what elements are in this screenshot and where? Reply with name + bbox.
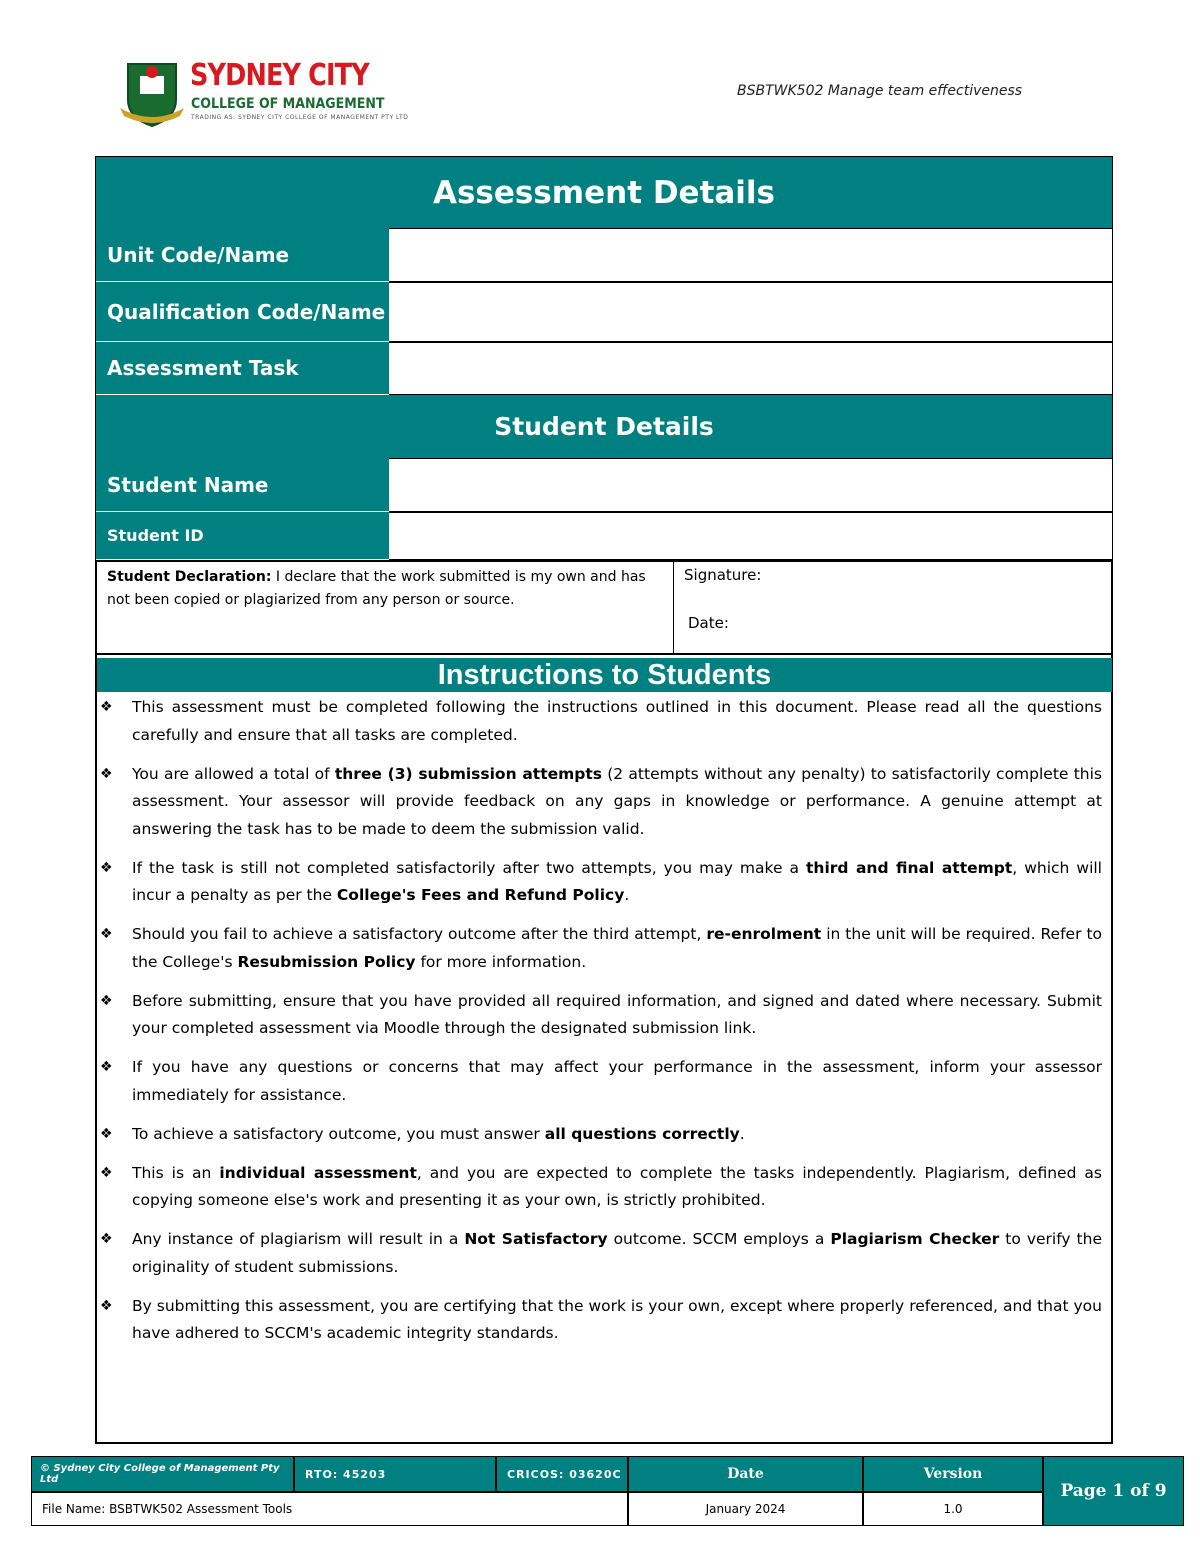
unit-code-label: Unit Code/Name bbox=[96, 228, 389, 282]
footer-version-value: 1.0 bbox=[863, 1492, 1043, 1526]
assessment-task-field[interactable] bbox=[389, 342, 1112, 395]
declaration-divider bbox=[673, 560, 674, 655]
diamond-bullet-icon: ❖ bbox=[100, 1125, 113, 1142]
signature-label[interactable]: Signature: bbox=[684, 566, 762, 584]
instruction-segment: Any instance of plagiarism will result in a bbox=[132, 1230, 465, 1248]
footer-rto: RTO: 45203 bbox=[294, 1456, 496, 1492]
instruction-emphasis: individual assessment bbox=[219, 1163, 417, 1182]
diamond-bullet-icon: ❖ bbox=[100, 1231, 113, 1247]
instruction-emphasis: College's Fees and Refund Policy bbox=[336, 886, 625, 904]
diamond-bullet-icon: ❖ bbox=[100, 699, 113, 715]
diamond-bullet-icon: ❖ bbox=[100, 859, 113, 876]
instruction-item bbox=[100, 1160, 1102, 1215]
instruction-segment: . bbox=[624, 886, 630, 904]
assessment-task-label: Assessment Task bbox=[96, 342, 389, 395]
logo-title: SYDNEY CITY bbox=[190, 58, 369, 93]
assessment-details-title: Assessment Details bbox=[96, 157, 1112, 228]
declaration-label: Student Declaration: bbox=[107, 569, 272, 585]
footer-version-header: Version bbox=[863, 1456, 1043, 1492]
student-id-label: Student ID bbox=[96, 512, 389, 560]
instruction-item bbox=[100, 921, 1102, 976]
instruction-text bbox=[132, 1121, 1102, 1149]
student-name-label: Student Name bbox=[96, 458, 389, 512]
instruction-emphasis: Not Satisfactory bbox=[464, 1230, 608, 1248]
instruction-segment: for more information. bbox=[415, 952, 587, 971]
instruction-item bbox=[100, 1054, 1102, 1109]
instruction-text bbox=[132, 921, 1102, 976]
footer-cricos: CRICOS: 03620C bbox=[496, 1456, 628, 1492]
instruction-emphasis: third and final attempt bbox=[806, 858, 1013, 877]
page-footer bbox=[31, 1456, 1184, 1526]
unit-code-field[interactable] bbox=[389, 228, 1112, 282]
student-details-title: Student Details bbox=[96, 395, 1112, 458]
instruction-item bbox=[100, 694, 1102, 749]
instruction-item bbox=[100, 1121, 1102, 1149]
qualification-code-field[interactable] bbox=[389, 282, 1112, 342]
footer-page-number: Page 1 of 9 bbox=[1043, 1456, 1184, 1526]
diamond-bullet-icon: ❖ bbox=[100, 1164, 113, 1181]
instruction-segment: in the unit will be required. Refer to the College's bbox=[132, 925, 1102, 971]
instruction-text bbox=[132, 1160, 1102, 1215]
student-name-field[interactable] bbox=[389, 458, 1112, 512]
instruction-item bbox=[100, 988, 1102, 1043]
footer-file-name: File Name: BSBTWK502 Assessment Tools bbox=[31, 1492, 628, 1526]
diamond-bullet-icon: ❖ bbox=[100, 765, 113, 782]
instruction-text bbox=[132, 761, 1102, 844]
instruction-segment: to verify the originality of student submissions. bbox=[132, 1230, 1102, 1276]
diamond-bullet-icon: ❖ bbox=[100, 992, 113, 1009]
instruction-item bbox=[100, 1226, 1102, 1281]
instruction-text bbox=[132, 855, 1102, 910]
instruction-segment: To achieve a satisfactory outcome, you must answer bbox=[132, 1124, 545, 1143]
instruction-emphasis: re-enrolment bbox=[706, 925, 822, 943]
instructions-title: Instructions to Students bbox=[97, 658, 1112, 692]
logo-subtitle: COLLEGE OF MANAGEMENT bbox=[191, 96, 385, 112]
declaration-body: I declare that the work submitted is my own and has not been copied or plagiarized from any person or source. bbox=[107, 569, 646, 608]
instruction-item bbox=[100, 761, 1102, 844]
footer-date-value: January 2024 bbox=[628, 1492, 863, 1526]
instruction-segment: (2 attempts without any penalty) to satisfactorily complete this assessment. Your assessor will provide feedback on any gaps in knowledge or performance. A genuine attempt at answering the task has to be made to deem the submission valid. bbox=[132, 764, 1102, 838]
crest-icon bbox=[118, 60, 186, 128]
instruction-emphasis: Resubmission Policy bbox=[237, 952, 416, 971]
student-id-field[interactable] bbox=[389, 512, 1112, 560]
qualification-code-label: Qualification Code/Name bbox=[96, 282, 389, 342]
instruction-text bbox=[132, 694, 1102, 749]
diamond-bullet-icon: ❖ bbox=[100, 926, 113, 942]
instruction-segment: , which will incur a penalty as per the bbox=[132, 858, 1102, 904]
instruction-text bbox=[132, 1293, 1102, 1348]
diamond-bullet-icon: ❖ bbox=[100, 1059, 113, 1075]
instruction-emphasis: Plagiarism Checker bbox=[830, 1230, 1000, 1248]
instruction-segment: Before submitting, ensure that you have provided all required information, and signed and dated where necessary. Submit your completed assessment via Moodle through the designated submission link. bbox=[132, 991, 1102, 1037]
diamond-bullet-icon: ❖ bbox=[100, 1297, 113, 1314]
instruction-segment: If you have any questions or concerns that may affect your performance in the assessment, inform your assessor immediately for assistance. bbox=[132, 1058, 1102, 1104]
instruction-segment: If the task is still not completed satisfactorily after two attempts, you may make a bbox=[132, 858, 806, 877]
instruction-text bbox=[132, 1226, 1102, 1281]
instruction-segment: You are allowed a total of bbox=[132, 764, 335, 783]
date-label[interactable]: Date: bbox=[688, 614, 729, 632]
instruction-segment: This is an bbox=[132, 1163, 220, 1182]
instruction-segment: outcome. SCCM employs a bbox=[607, 1230, 831, 1248]
declaration-text bbox=[107, 566, 667, 612]
instruction-emphasis: three (3) submission attempts bbox=[334, 764, 602, 783]
footer-copyright: © Sydney City College of Management Pty Ltd bbox=[31, 1456, 294, 1492]
instruction-segment: . bbox=[739, 1124, 745, 1143]
instruction-text bbox=[132, 1054, 1102, 1109]
header-unit-title: BSBTWK502 Manage team effectiveness bbox=[737, 83, 1023, 99]
instruction-segment: This assessment must be completed following the instructions outlined in this document. Please read all the questions carefully and ensure that all tasks are completed. bbox=[132, 698, 1102, 744]
instruction-segment: By submitting this assessment, you are certifying that the work is your own, except where properly referenced, and that you have adhered to SCCM's academic integrity standards. bbox=[132, 1296, 1102, 1342]
instruction-item bbox=[100, 1293, 1102, 1348]
footer-date-header: Date bbox=[628, 1456, 863, 1492]
instruction-segment: Should you fail to achieve a satisfactory outcome after the third attempt, bbox=[132, 925, 707, 943]
instruction-item bbox=[100, 855, 1102, 910]
logo-tagline: TRADING AS: SYDNEY CITY COLLEGE OF MANAGEMENT PTY LTD bbox=[191, 114, 409, 121]
instruction-emphasis: all questions correctly bbox=[544, 1124, 740, 1143]
instructions-list bbox=[100, 694, 1102, 1359]
instruction-text bbox=[132, 988, 1102, 1043]
instruction-segment: , and you are expected to complete the tasks independently. Plagiarism, defined as copying someone else's work and presenting it as your own, is strictly prohibited. bbox=[132, 1163, 1102, 1209]
